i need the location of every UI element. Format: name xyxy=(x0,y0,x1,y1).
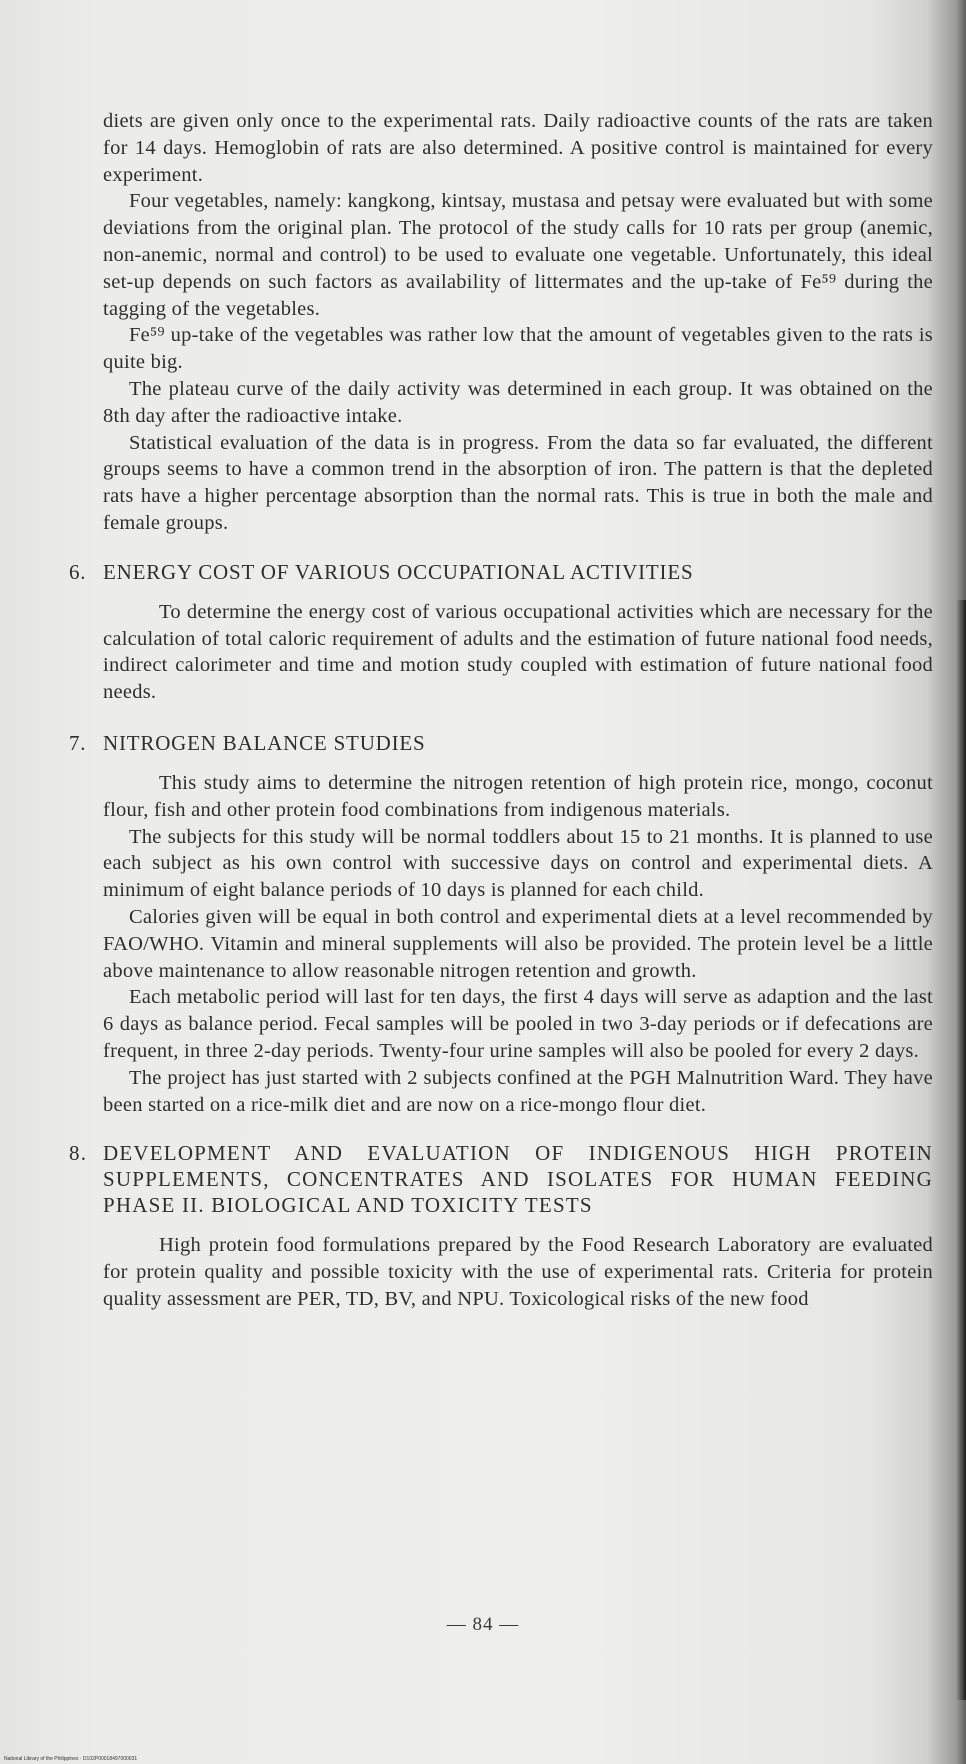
intro-paragraph: Four vegetables, namely: kangkong, kintsay, mustasa and petsay were evaluated but with some deviations from the original plan. The protocol of the study calls for 10 rats per group (anemic, non-anemic, normal and control) to be used to evaluate one vegetable. Unfortunately, this ideal set-up depends on such factors as availability of littermates and the up-take of Fe⁵⁹ during the tagging of the vegetables. xyxy=(103,190,933,320)
section-heading xyxy=(69,730,933,756)
section-paragraph: High protein food formulations prepared by the Food Research Laboratory are evaluated for protein quality and possible toxicity with the use of experimental rats. Criteria for protein quality assessment are PER, TD, BV, and NPU. Toxicological risks of the new food xyxy=(103,1234,933,1310)
section-6 xyxy=(69,559,933,706)
section-paragraph: The project has just started with 2 subjects confined at the PGH Malnutrition Ward. They have been started on a rice-milk diet and are now on a rice-mongo flour diet. xyxy=(103,1066,933,1116)
section-number: 7. xyxy=(69,730,87,755)
section-number: 8. xyxy=(69,1141,88,1166)
section-number: 6. xyxy=(69,559,87,584)
page-edge-shadow xyxy=(956,600,966,1700)
document-body xyxy=(69,108,933,1313)
scan-footer-credit: National Library of the Philippines · D102P00018497000031 xyxy=(4,1756,138,1762)
section-paragraph: Calories given will be equal in both control and experimental diets at a level recommended by FAO/WHO. Vitamin and mineral supplements will also be provided. The protein level be a little above maintenance to allow reasonable nitrogen retention and growth. xyxy=(103,905,933,982)
intro-paragraph: Fe⁵⁹ up-take of the vegetables was rather low that the amount of vegetables given to the rats is quite big. xyxy=(103,324,933,374)
section-7 xyxy=(69,730,933,1118)
intro-paragraph: Statistical evaluation of the data is in progress. From the data so far evaluated, the different groups seems to have a common trend in the absorption of iron. The pattern is that the depleted rats have a higher percentage absorption than the normal rats. This is true in both the male and female groups. xyxy=(103,431,933,534)
section-body xyxy=(103,1232,933,1312)
intro-block xyxy=(103,108,933,537)
section-paragraph: This study aims to determine the nitrogen retention of high protein rice, mongo, coconut flour, fish and other protein food combinations from indigenous materials. xyxy=(103,771,933,821)
page-number: — 84 — xyxy=(446,1614,520,1635)
section-heading xyxy=(69,1140,933,1218)
section-paragraph: To determine the energy cost of various occupational activities which are necessary for the calculation of total caloric requirement of adults and the estimation of future national food needs, indirect calorimeter and time and motion study coupled with estimation of future national food needs. xyxy=(103,600,933,704)
intro-paragraph: diets are given only once to the experimental rats. Daily radioactive counts of the rats are taken for 14 days. Hemoglobin of rats are also determined. A positive control is maintained for every experiment. xyxy=(103,110,933,186)
section-title: DEVELOPMENT AND EVALUATION OF INDIGENOUS HIGH PROTEIN SUPPLEMENTS, CONCENTRATES AND ISOLATES FOR HUMAN FEEDING PHASE II. BIOLOGICAL AND TOXICITY TESTS xyxy=(103,1141,933,1218)
section-paragraph: The subjects for this study will be normal toddlers about 15 to 21 months. It is planned to use each subject as his own control with successive days on control and experimental diets. A minimum of eight balance periods of 10 days is planned for each child. xyxy=(103,825,933,902)
section-body xyxy=(103,770,933,1118)
section-title: ENERGY COST OF VARIOUS OCCUPATIONAL ACTIVITIES xyxy=(103,559,694,584)
section-8 xyxy=(69,1140,933,1312)
section-heading xyxy=(69,559,933,585)
section-title: NITROGEN BALANCE STUDIES xyxy=(103,730,426,755)
section-paragraph: Each metabolic period will last for ten days, the first 4 days will serve as adaption and the last 6 days as balance period. Fecal samples will be pooled in two 3-day periods or if defecations are frequent, in three 2-day periods. Twenty-four urine samples will also be pooled for every 2 days. xyxy=(103,986,933,1062)
section-body xyxy=(103,599,933,706)
intro-paragraph: The plateau curve of the daily activity was determined in each group. It was obtained on the 8th day after the radioactive intake. xyxy=(103,377,933,427)
